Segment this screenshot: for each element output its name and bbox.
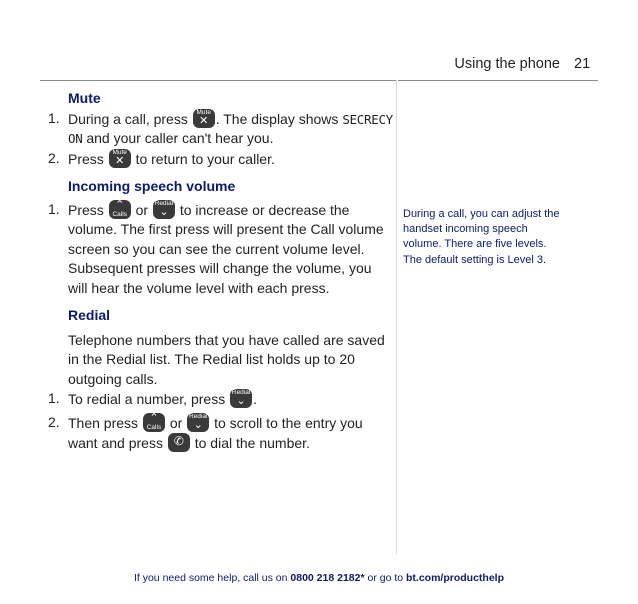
step-number: 2. xyxy=(48,149,60,166)
mute-step-1 xyxy=(48,109,394,149)
main-column xyxy=(48,89,394,454)
talk-key-icon: ✆ xyxy=(168,433,190,452)
step-number: 1. xyxy=(48,390,60,406)
step-text: or xyxy=(169,414,183,431)
step-text: Press xyxy=(68,201,104,218)
step-text: and your caller can't hear you. xyxy=(86,130,274,146)
display-text: SECRECY ON xyxy=(68,111,393,146)
redial-intro: Telephone numbers that you have called are saved in the Redial list. The Redial list holds up to 20 outgoing calls. xyxy=(68,331,385,387)
step-number: 1. xyxy=(48,200,60,217)
step-text: During a call, press xyxy=(68,110,188,127)
mute-step-2 xyxy=(48,149,394,170)
header-rule-right xyxy=(398,80,598,81)
footer-phone: 0800 218 2182* xyxy=(290,572,365,584)
step-text: To redial a number, press xyxy=(68,391,226,407)
redial-heading: Redial xyxy=(68,307,111,323)
redial-down-key-icon: Redial ⌄ xyxy=(188,412,208,431)
step-text: to increase or decrease the volume. The first press will present the Call volume screen so you can see the current volume level. Subsequent presses will change the volume, you will hear the volume level with each press. xyxy=(68,201,384,296)
side-note: During a call, you can adjust the handset incoming speech volume. There are five levels. The default setting is Level 3. xyxy=(403,208,560,266)
column-divider xyxy=(396,80,397,554)
header-rule-left xyxy=(40,80,396,81)
step-text: Press xyxy=(68,150,104,167)
volume-step-1 xyxy=(48,200,394,299)
mute-key-icon: Mute ✕ xyxy=(193,109,215,128)
step-text: Then press xyxy=(68,414,139,431)
mute-heading: Mute xyxy=(68,90,101,106)
footer-text: or go to xyxy=(367,572,404,584)
mute-key-icon: Mute ✕ xyxy=(109,149,131,168)
redial-down-key-icon: Redial ⌄ xyxy=(231,389,251,407)
step-text: . xyxy=(253,391,257,407)
footer xyxy=(0,572,638,584)
footer-text: If you need some help, call us on xyxy=(133,572,288,584)
footer-link[interactable]: bt.com/producthelp xyxy=(406,572,505,584)
redial-step-1 xyxy=(48,389,394,410)
calls-up-key-icon: ⌃ Calls xyxy=(143,413,165,432)
page-number: 21 xyxy=(574,56,591,72)
step-number: 1. xyxy=(48,109,60,126)
calls-up-key-icon: ⌃ Calls xyxy=(109,200,131,219)
step-text: to scroll to the entry you want and press xyxy=(68,414,363,451)
header-title: Using the phone xyxy=(454,56,560,72)
volume-heading: Incoming speech volume xyxy=(68,178,236,194)
step-text: to dial the number. xyxy=(194,435,310,451)
step-text: to return to your caller. xyxy=(135,150,275,167)
step-text: or xyxy=(135,201,149,218)
step-text: . The display shows xyxy=(215,110,339,127)
redial-down-key-icon: Redial ⌄ xyxy=(154,199,174,218)
step-number: 2. xyxy=(48,413,60,430)
redial-step-2 xyxy=(48,413,394,454)
